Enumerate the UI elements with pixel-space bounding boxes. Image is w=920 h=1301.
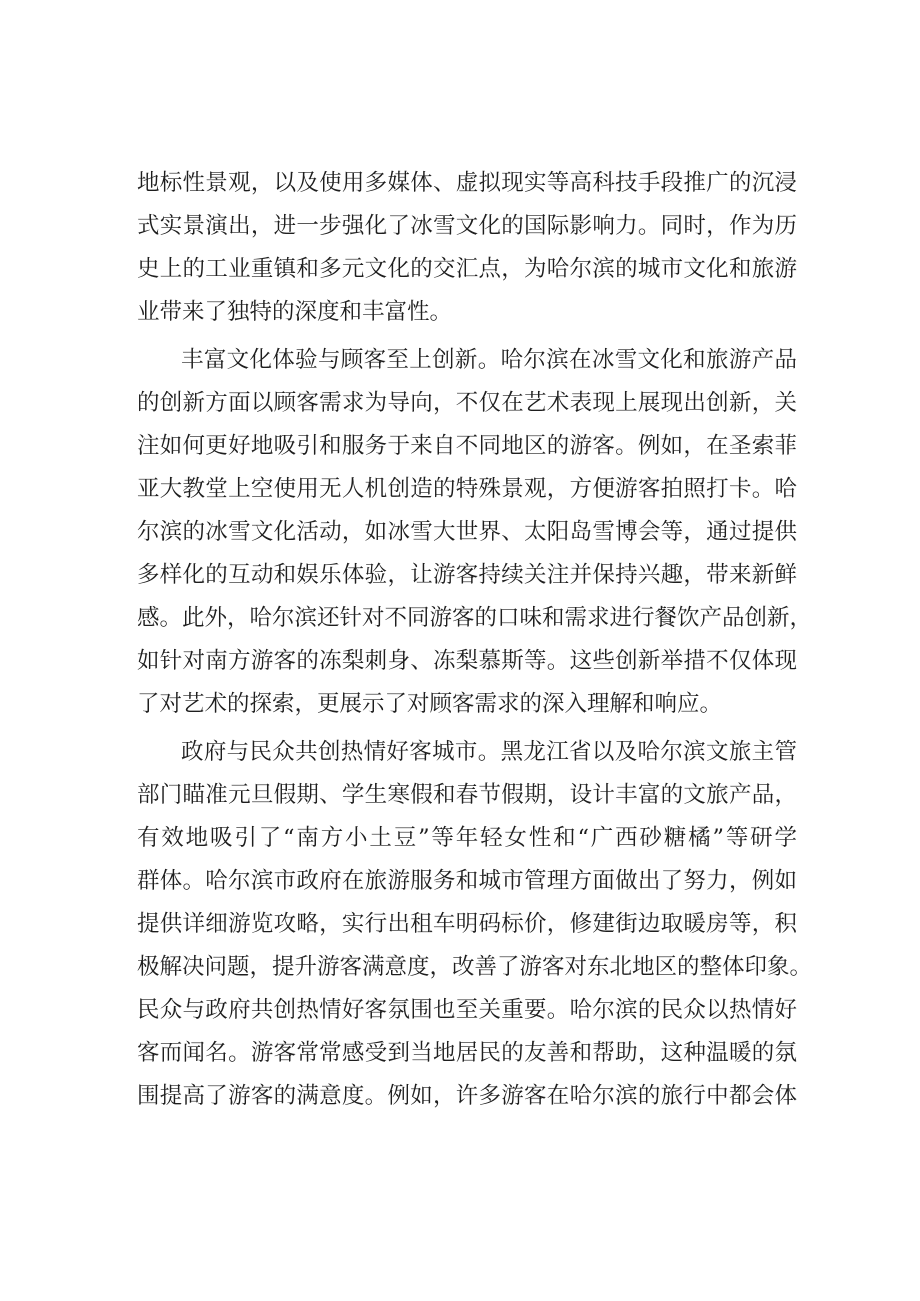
paragraph-3-line-3: 有效地吸引了“南方小土豆”等年轻女性和“广西砂糖橘”等研学 [137, 825, 797, 851]
paragraph-1-line-1: 地标性景观，以及使用多媒体、虚拟现实等高科技手段推广的沉浸 [137, 170, 797, 196]
paragraph-3-line-9: 围提高了游客的满意度。例如，许多游客在哈尔滨的旅行中都会体 [137, 1083, 797, 1109]
paragraph-2-line-2: 的创新方面以顾客需求为导向，不仅在艺术表现上展现出创新，关 [137, 390, 797, 416]
paragraph-2-line-8: 如针对南方游客的冻梨刺身、冻梨慕斯等。这些创新举措不仅体现 [137, 648, 797, 674]
paragraph-3-line-8: 客而闻名。游客常常感受到当地居民的友善和帮助，这种温暖的氛 [137, 1040, 797, 1066]
paragraph-3-line-6: 极解决问题，提升游客满意度，改善了游客对东北地区的整体印象。 [137, 954, 813, 980]
paragraph-3-line-2: 部门瞄准元旦假期、学生寒假和春节假期，设计丰富的文旅产品， [137, 782, 797, 808]
paragraph-1-line-2: 式实景演出，进一步强化了冰雪文化的国际影响力。同时，作为历 [137, 213, 797, 239]
paragraph-2-line-7: 感。此外，哈尔滨还针对不同游客的口味和需求进行餐饮产品创新， [137, 605, 813, 631]
paragraph-3-line-4: 群体。哈尔滨市政府在旅游服务和城市管理方面做出了努力，例如 [137, 868, 797, 894]
paragraph-3-line-7: 民众与政府共创热情好客氛围也至关重要。哈尔滨的民众以热情好 [137, 997, 797, 1023]
paragraph-3-line-5: 提供详细游览攻略，实行出租车明码标价，修建街边取暖房等，积 [137, 911, 797, 937]
paragraph-1-line-3: 史上的工业重镇和多元文化的交汇点，为哈尔滨的城市文化和旅游 [137, 256, 797, 282]
paragraph-2-line-4: 亚大教堂上空使用无人机创造的特殊景观，方便游客拍照打卡。哈 [137, 476, 797, 502]
paragraph-3-line-1: 政府与民众共创热情好客城市。黑龙江省以及哈尔滨文旅主管 [181, 739, 797, 765]
paragraph-2-line-1: 丰富文化体验与顾客至上创新。哈尔滨在冰雪文化和旅游产品 [181, 347, 797, 373]
paragraph-2-line-6: 多样化的互动和娱乐体验，让游客持续关注并保持兴趣，带来新鲜 [137, 562, 797, 588]
paragraph-2-line-3: 注如何更好地吸引和服务于来自不同地区的游客。例如，在圣索菲 [137, 433, 797, 459]
paragraph-1-line-4: 业带来了独特的深度和丰富性。 [137, 299, 453, 325]
paragraph-2-line-9: 了对艺术的探索，更展示了对顾客需求的深入理解和响应。 [137, 691, 723, 717]
paragraph-2-line-5: 尔滨的冰雪文化活动，如冰雪大世界、太阳岛雪博会等，通过提供 [137, 519, 797, 545]
